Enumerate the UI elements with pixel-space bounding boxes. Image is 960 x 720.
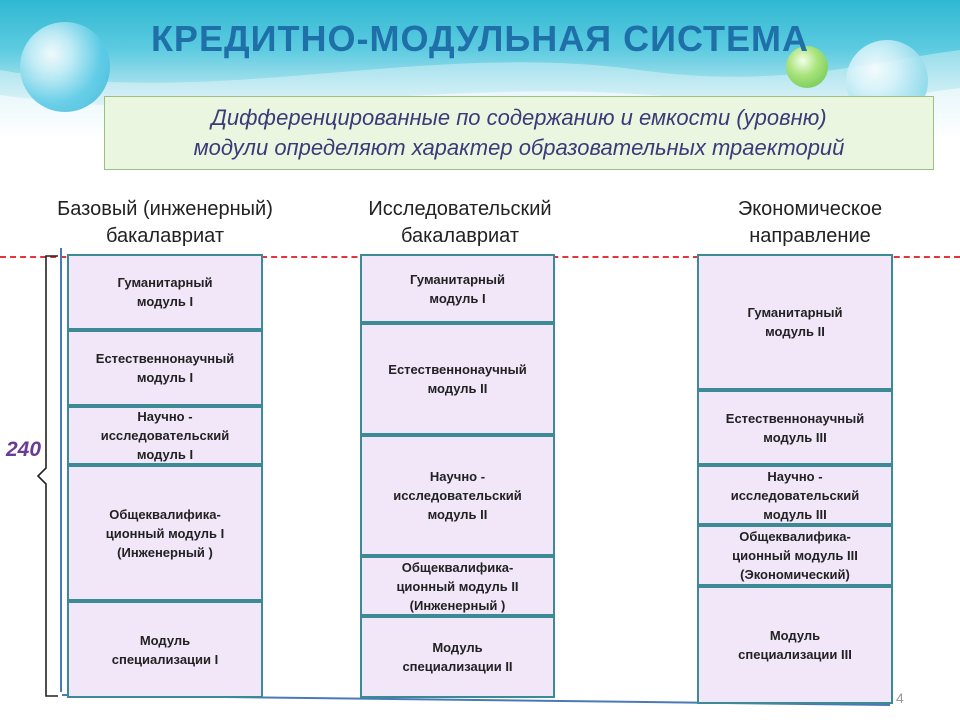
module-line: (Инженерный ) xyxy=(409,597,506,613)
module-line: Научно - xyxy=(429,469,486,484)
subtitle-line: модули определяют характер образовательных траекторий xyxy=(193,135,845,160)
column-heading-line: направление xyxy=(749,225,871,247)
module-line: Естественнонаучный xyxy=(388,362,527,377)
module-line: Естественнонаучный xyxy=(725,410,865,426)
column-heading-line: Исследовательский xyxy=(368,198,552,220)
module-line: Общеквалифика- xyxy=(401,559,514,575)
module-line: Научно - xyxy=(137,409,193,424)
module-line: Научно - xyxy=(767,468,823,484)
module-line: модуль II xyxy=(427,507,488,522)
module-line: Гуманитарный xyxy=(410,271,505,287)
slide-title: КРЕДИТНО-МОДУЛЬНАЯ СИСТЕМА xyxy=(150,18,810,59)
module-line: (Инженерный ) xyxy=(117,544,213,560)
module-natural-science xyxy=(360,323,555,435)
column-heading-line: бакалавриат xyxy=(106,225,224,247)
module-line: модуль II xyxy=(427,381,488,396)
module-line: Модуль xyxy=(769,628,821,643)
module-humanities xyxy=(67,254,263,330)
subtitle-line: Дифференцированные по содержанию и емкости (уровню) xyxy=(211,105,827,130)
module-line: модуль I xyxy=(136,294,194,309)
column-heading-line: бакалавриат xyxy=(401,225,519,247)
page-number: 4 xyxy=(896,690,904,706)
module-natural-science xyxy=(697,390,893,465)
module-research xyxy=(360,435,555,556)
module-line: специализации II xyxy=(402,659,513,674)
module-line: Общеквалифика- xyxy=(739,529,851,544)
module-research xyxy=(67,406,263,465)
module-line: исследовательский xyxy=(730,487,860,503)
module-line: исследовательский xyxy=(393,488,522,503)
credits-total-label: 240 xyxy=(6,438,42,461)
module-line: Гуманитарный xyxy=(747,305,843,320)
column-heading-line: Экономическое xyxy=(737,198,883,220)
module-line: Модуль xyxy=(432,640,483,655)
module-line: (Экономический) xyxy=(740,567,850,582)
module-line: специализации III xyxy=(738,647,852,662)
module-line: исследовательский xyxy=(100,428,230,443)
column-heading-line: Базовый (инженерный) xyxy=(57,198,273,220)
module-line: модуль I xyxy=(429,290,486,306)
module-line: модуль III xyxy=(763,429,827,445)
module-line: Общеквалифика- xyxy=(109,506,221,522)
module-specialization xyxy=(360,616,555,698)
module-general-qualification xyxy=(67,465,263,601)
module-line: ционный модуль I xyxy=(105,525,225,541)
module-line: модуль III xyxy=(763,506,827,522)
module-specialization xyxy=(697,586,893,704)
module-line: модуль II xyxy=(765,324,825,339)
module-general-qualification xyxy=(697,525,893,586)
module-line: специализации I xyxy=(111,651,219,667)
module-natural-science xyxy=(67,330,263,406)
module-line: модуль I xyxy=(136,447,194,462)
module-research xyxy=(697,465,893,525)
module-line: ционный модуль II xyxy=(396,578,519,594)
module-line: модуль I xyxy=(136,370,194,385)
module-general-qualification xyxy=(360,556,555,616)
module-humanities xyxy=(360,254,555,323)
module-line: Гуманитарный xyxy=(117,275,213,290)
module-line: Естественнонаучный xyxy=(95,351,235,366)
module-humanities xyxy=(697,254,893,390)
module-line: Модуль xyxy=(139,632,191,648)
module-specialization xyxy=(67,601,263,698)
module-line: ционный модуль III xyxy=(732,548,858,563)
